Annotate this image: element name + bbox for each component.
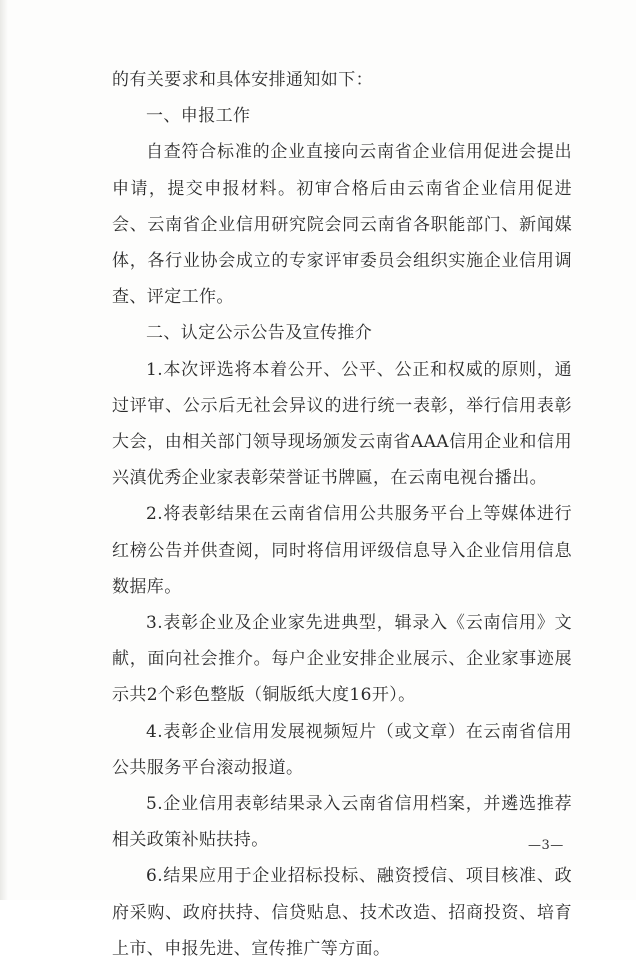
paragraph-item-1: 1.本次评选将本着公开、公平、公正和权威的原则，通过评审、公示后无社会异议的进行统一表彰，举行信用表彰大会，由相关部门领导现场颁发云南省AAA信用企业和信用兴滇优秀企业家表彰荣誉证书牌匾，在云南电视台播出。 bbox=[112, 359, 572, 489]
scan-edge bbox=[0, 0, 8, 900]
paragraph-intro: 的有关要求和具体安排通知如下： bbox=[112, 70, 373, 90]
document-body bbox=[112, 62, 572, 967]
section-heading-application: 一、申报工作 bbox=[146, 106, 251, 127]
page-number: —3— bbox=[528, 838, 564, 853]
paragraph-item-4: 4.表彰企业信用发展视频短片（或文章）在云南省信用公共服务平台滚动报道。 bbox=[112, 721, 572, 778]
section-heading-publicity: 二、认定公示公告及宣传推介 bbox=[146, 323, 373, 344]
paragraph-item-2: 2.将表彰结果在云南省信用公共服务平台上等媒体进行红榜公告并供查阅，同时将信用评级信息导入企业信用信息数据库。 bbox=[112, 504, 572, 597]
paragraph-application: 自查符合标准的企业直接向云南省企业信用促进会提出申请，提交申报材料。初审合格后由云南省企业信用促进会、云南省企业信用研究院会同云南省各职能部门、新闻媒体，各行业协会成立的专家评审委员会组织实施企业信用调查、评定工作。 bbox=[112, 142, 572, 308]
paragraph-item-6: 6.结果应用于企业招标投标、融资授信、项目核准、政府采购、政府扶持、信贷贴息、技术改造、招商投资、培育上市、申报先进、宣传推广等方面。 bbox=[112, 866, 572, 959]
paragraph-item-5: 5.企业信用表彰结果录入云南省信用档案，并遴选推荐相关政策补贴扶持。 bbox=[112, 794, 572, 851]
paragraph-item-3: 3.表彰企业及企业家先进典型，辑录入《云南信用》文献，面向社会推介。每户企业安排企业展示、企业家事迹展示共2个彩色整版（铜版纸大度16开）。 bbox=[112, 613, 572, 706]
